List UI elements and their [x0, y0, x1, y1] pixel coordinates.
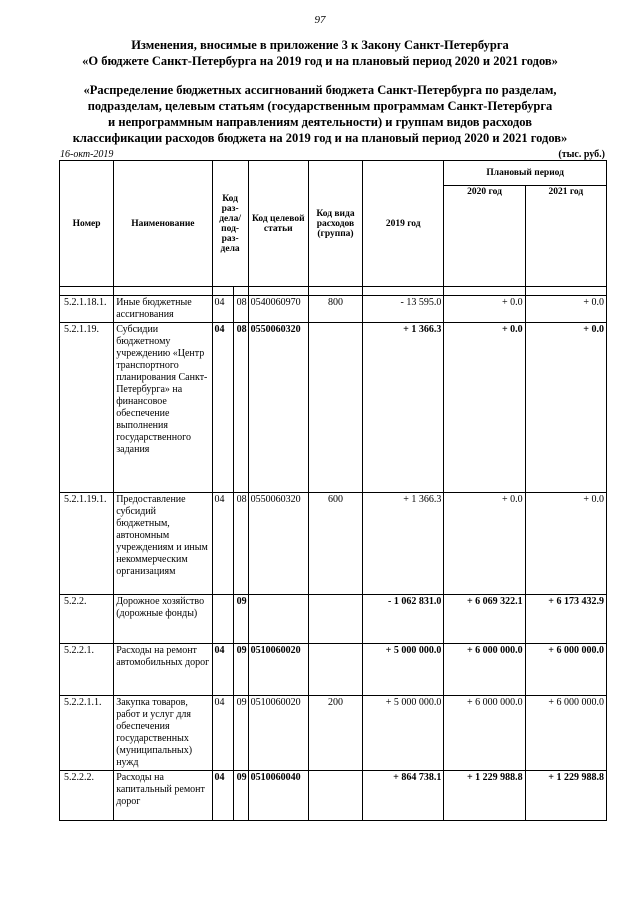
cell-2019: + 1 366.3	[363, 493, 444, 595]
header-expense: Код вида расходов (группа)	[308, 161, 362, 287]
header-planned: Плановый период	[444, 161, 607, 186]
cell-2021: + 6 173 432.9	[525, 595, 606, 644]
budget-table	[59, 160, 607, 821]
cell-name: Предоставление субсидий бюджетным, автономным учреждениям и иным некоммерческим организациям	[114, 493, 212, 595]
table-row	[60, 644, 607, 696]
cell-2021: + 0.0	[525, 296, 606, 323]
cell-section: 04	[212, 696, 233, 771]
cell-2020: + 6 000 000.0	[444, 644, 525, 696]
subtitle-line: подразделам, целевым статьям (государственным программам Санкт-Петербурга	[87, 99, 553, 113]
cell-expense-code	[308, 323, 362, 493]
cell-subsection: 09	[233, 696, 248, 771]
cell-2021: + 6 000 000.0	[525, 696, 606, 771]
cell-name: Субсидии бюджетному учреждению «Центр транспортного планирования Санкт-Петербурга» на финансовое обеспечение выполнения государственного задания	[114, 323, 212, 493]
cell-name: Закупка товаров, работ и услуг для обеспечения государственных (муниципальных) нужд	[114, 696, 212, 771]
table-row	[60, 323, 607, 493]
table-row	[60, 771, 607, 821]
cell-2019: + 1 366.3	[363, 323, 444, 493]
cell-subsection: 08	[233, 323, 248, 493]
document-title	[30, 37, 610, 69]
cell-expense-code	[308, 644, 362, 696]
header-2020: 2020 год	[444, 186, 525, 287]
cell-2019: - 13 595.0	[363, 296, 444, 323]
cell-target-code: 0510060020	[248, 696, 308, 771]
cell-subsection: 08	[233, 493, 248, 595]
cell-subsection: 09	[233, 771, 248, 821]
cell-target-code: 0510060020	[248, 644, 308, 696]
subtitle-line: «Распределение бюджетных ассигнований бюджета Санкт-Петербурга по разделам,	[83, 83, 557, 97]
cell-expense-code	[308, 771, 362, 821]
cell-subsection: 09	[233, 644, 248, 696]
cell-2019: + 5 000 000.0	[363, 696, 444, 771]
cell-subsection: 09	[233, 595, 248, 644]
table-row	[60, 296, 607, 323]
cell-number: 5.2.2.	[60, 595, 114, 644]
cell-expense-code: 800	[308, 296, 362, 323]
cell-number: 5.2.2.1.	[60, 644, 114, 696]
cell-expense-code	[308, 595, 362, 644]
cell-2019: + 864 738.1	[363, 771, 444, 821]
cell-2020: + 1 229 988.8	[444, 771, 525, 821]
title-line: «О бюджете Санкт-Петербурга на 2019 год и на плановый период 2020 и 2021 годов»	[82, 54, 558, 68]
title-line: Изменения, вносимые в приложение 3 к Закону Санкт-Петербурга	[131, 38, 509, 52]
header-2019: 2019 год	[363, 161, 444, 287]
cell-2019: - 1 062 831.0	[363, 595, 444, 644]
cell-subsection: 08	[233, 296, 248, 323]
page-number: 97	[314, 14, 326, 26]
cell-2020: + 0.0	[444, 323, 525, 493]
header-section: Код раз-дела/ под-раз-дела	[212, 161, 248, 287]
cell-target-code	[248, 595, 308, 644]
document-date: 16-окт-2019	[60, 149, 114, 160]
table-body	[60, 287, 607, 821]
cell-2021: + 0.0	[525, 493, 606, 595]
subtitle-line: классификации расходов бюджета на 2019 год и на плановый период 2020 и 2021 годов»	[72, 131, 568, 145]
header-number: Номер	[60, 161, 114, 287]
cell-number: 5.2.1.18.1.	[60, 296, 114, 323]
cell-2021: + 1 229 988.8	[525, 771, 606, 821]
cell-name: Иные бюджетные ассигнования	[114, 296, 212, 323]
cell-2021: + 6 000 000.0	[525, 644, 606, 696]
cell-section: 04	[212, 771, 233, 821]
cell-number: 5.2.1.19.	[60, 323, 114, 493]
cell-target-code: 0540060970	[248, 296, 308, 323]
cell-section: 04	[212, 493, 233, 595]
subtitle-line: и непрограммным направлениям деятельности) и группам видов расходов	[108, 115, 532, 129]
header-name: Наименование	[114, 161, 212, 287]
table-row	[60, 696, 607, 771]
cell-2020: + 0.0	[444, 493, 525, 595]
cell-2021: + 0.0	[525, 323, 606, 493]
cell-name: Дорожное хозяйство (дорожные фонды)	[114, 595, 212, 644]
cell-number: 5.2.2.1.1.	[60, 696, 114, 771]
cell-section: 04	[212, 296, 233, 323]
cell-2020: + 6 069 322.1	[444, 595, 525, 644]
cell-section	[212, 595, 233, 644]
document-subtitle	[30, 82, 610, 146]
cell-target-code: 0550060320	[248, 493, 308, 595]
cell-expense-code: 600	[308, 493, 362, 595]
cell-2020: + 6 000 000.0	[444, 696, 525, 771]
table-row	[60, 595, 607, 644]
cell-target-code: 0550060320	[248, 323, 308, 493]
cell-expense-code: 200	[308, 696, 362, 771]
units-label: (тыс. руб.)	[558, 149, 605, 160]
cell-number: 5.2.1.19.1.	[60, 493, 114, 595]
cell-section: 04	[212, 323, 233, 493]
cell-name: Расходы на капитальный ремонт дорог	[114, 771, 212, 821]
cell-2019: + 5 000 000.0	[363, 644, 444, 696]
table-row	[60, 493, 607, 595]
cell-target-code: 0510060040	[248, 771, 308, 821]
header-target: Код целевой статьи	[248, 161, 308, 287]
cell-2020: + 0.0	[444, 296, 525, 323]
cell-name: Расходы на ремонт автомобильных дорог	[114, 644, 212, 696]
header-2021: 2021 год	[525, 186, 606, 287]
cell-number: 5.2.2.2.	[60, 771, 114, 821]
cell-section: 04	[212, 644, 233, 696]
